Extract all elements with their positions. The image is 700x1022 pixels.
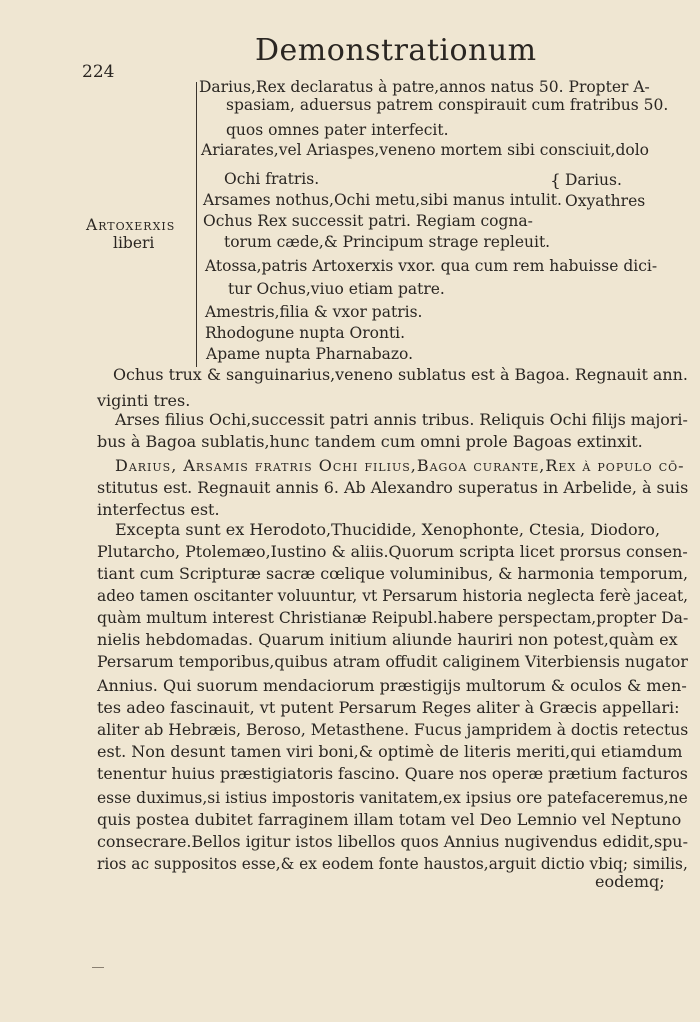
genealogy-line: Ochus Rex successit patri. Regiam cogna- bbox=[203, 212, 533, 230]
side-brace: { bbox=[550, 171, 561, 191]
bracket-label-artoxerxis: Artoxerxis bbox=[86, 216, 176, 234]
genealogy-line: Apame nupta Pharnabazo. bbox=[206, 345, 414, 363]
body-line: adeo tamen oscitanter voluuntur, vt Persarum historia neglecta ferè jaceat, bbox=[97, 586, 689, 605]
genealogy-line: Arsames nothus,Ochi metu,sibi manus intulit. bbox=[203, 191, 562, 209]
body-line: rios ac suppositos esse,& ex eodem fonte haustos,arguit dictio vbiq; similis, bbox=[97, 854, 688, 873]
body-line: Annius. Qui suorum mendaciorum præstigijs multorum & oculos & men- bbox=[97, 676, 687, 695]
body-line: Persarum temporibus,quibus atram offudit caliginem Viterbiensis nugator bbox=[97, 652, 688, 671]
body-line: quis postea dubitet farraginem illam totam vel Deo Lemnio vel Neptuno bbox=[97, 810, 682, 829]
body-line: nielis hebdomadas. Quarum initium aliunde hauriri non potest,quàm ex bbox=[97, 630, 678, 649]
body-line: tenentur huius præstigiatoris fascino. Quare nos operæ prætium facturos bbox=[97, 764, 688, 783]
body-line: tiant cum Scripturæ sacræ cœlique voluminibus, & harmonia temporum, bbox=[97, 564, 689, 583]
genealogy-line: tur Ochus,viuo etiam patre. bbox=[228, 280, 445, 298]
body-line: Excepta sunt ex Herodoto,Thucidide, Xenophonte, Ctesia, Diodoro, bbox=[115, 520, 661, 539]
body-line: quàm multum interest Christianæ Reipubl.habere perspectam,propter Da- bbox=[97, 608, 689, 627]
body-line: stitutus est. Regnauit annis 6. Ab Alexandro superatus in Arbelide, à suis bbox=[97, 478, 689, 497]
genealogy-line: quos omnes pater interfecit. bbox=[226, 121, 449, 139]
body-line: interfectus est. bbox=[97, 500, 220, 519]
genealogy-bracket bbox=[196, 82, 197, 367]
body-line: Darius, Arsamis fratris Ochi filius,Bagoa curante,Rex à populo cō- bbox=[115, 456, 685, 475]
side-label-oxyathres: Oxyathres bbox=[565, 192, 646, 210]
bracket-label-liberi: liberi bbox=[113, 234, 155, 252]
genealogy-line: Darius,Rex declaratus à patre,annos natus 50. Propter A- bbox=[199, 78, 650, 96]
body-line: bus à Bagoa sublatis,hunc tandem cum omni prole Bagoas extinxit. bbox=[97, 432, 643, 451]
body-line: Plutarcho, Ptolemæo,Iustino & aliis.Quorum scripta licet prorsus consen- bbox=[97, 542, 688, 561]
genealogy-line: Amestris,filia & vxor patris. bbox=[205, 303, 423, 321]
genealogy-line: Atossa,patris Artoxerxis vxor. qua cum rem habuisse dici- bbox=[205, 257, 658, 275]
body-line: esse duximus,si istius impostoris vanitatem,ex ipsius ore patefaceremus,ne bbox=[97, 788, 688, 807]
genealogy-line: Ochi fratris. bbox=[224, 170, 320, 188]
body-line: Ochus trux & sanguinarius,veneno sublatus est à Bagoa. Regnauit ann. bbox=[113, 365, 688, 384]
body-line: est. Non desunt tamen viri boni,& optimè de literis meriti,qui etiamdum bbox=[97, 742, 683, 761]
body-line: viginti tres. bbox=[97, 391, 191, 410]
page-number: 224 bbox=[82, 62, 115, 82]
body-line: aliter ab Hebræis, Beroso, Metasthene. Fucus jampridem à doctis retectus bbox=[97, 720, 689, 739]
body-line: consecrare.Bellos igitur istos libellos quos Annius nugivendus edidit,spu- bbox=[97, 832, 688, 851]
running-header: Demonstrationum bbox=[255, 33, 537, 68]
body-line: tes adeo fascinauit, vt putent Persarum Reges aliter à Græcis appellari: bbox=[97, 698, 680, 717]
genealogy-line: torum cæde,& Principum strage repleuit. bbox=[224, 233, 551, 251]
body-line: Arses filius Ochi,successit patri annis tribus. Reliquis Ochi filijs majori- bbox=[115, 410, 688, 429]
catchword: eodemq; bbox=[595, 872, 665, 891]
genealogy-line: Ariarates,vel Ariaspes,veneno mortem sibi consciuit,dolo bbox=[201, 141, 650, 159]
genealogy-line: Rhodogune nupta Oronti. bbox=[205, 324, 406, 342]
side-label-darius: Darius. bbox=[565, 171, 622, 189]
page-mark bbox=[92, 967, 104, 968]
genealogy-line: spasiam, aduersus patrem conspirauit cum fratribus 50. bbox=[226, 96, 669, 114]
